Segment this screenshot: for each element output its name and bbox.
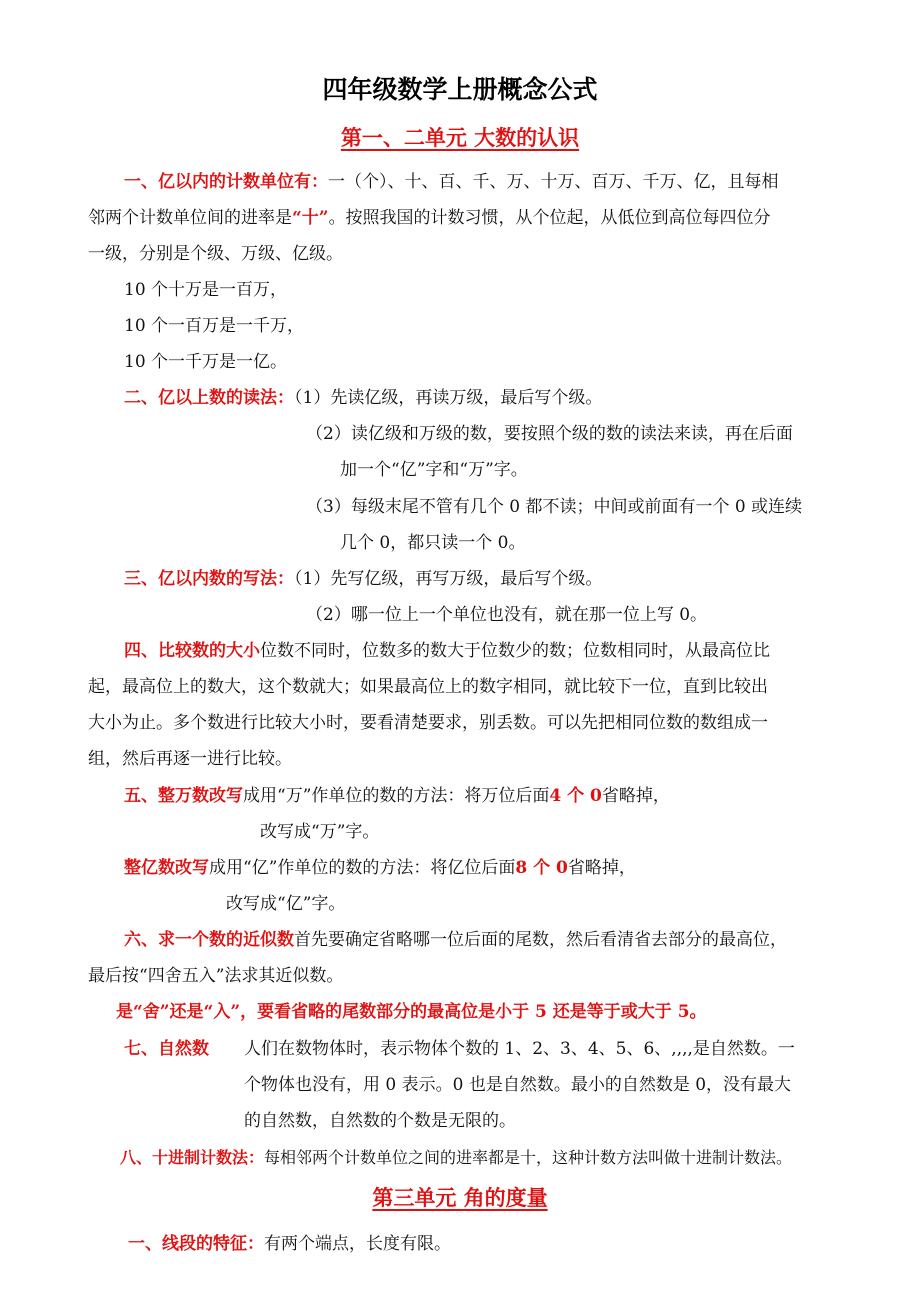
- section-2-line-1: [124, 388, 602, 408]
- section-8-text-1: 每相邻两个计数单位之间的进率都是十，这种计数方法叫做十进制计数法。: [264, 1148, 793, 1167]
- section-4-label: 四、比较数的大小: [124, 641, 260, 661]
- section-1-example-2: 10 个一百万是一千万，: [124, 316, 305, 336]
- section-7-label: 七、自然数: [124, 1039, 209, 1059]
- section-4-line-3: 大小为止。多个数进行比较大小时，要看清楚要求，别丢数。可以先把相同位数的数组成一: [88, 713, 768, 733]
- section-7-text-3: 的自然数，自然数的个数是无限的。: [244, 1111, 516, 1131]
- section-1-example-1: 10 个十万是一百万，: [124, 280, 288, 300]
- section-6-rounding-note: 是“舍”还是“入”，要看省略的尾数部分的最高位是小于 5 还是等于或大于 5。: [116, 1002, 707, 1022]
- section-3-line-1: [124, 569, 602, 589]
- section-1-line-1: [124, 172, 779, 192]
- section-5-text-1a: 成用“万”作单位的数的方法：将万位后面: [243, 786, 550, 806]
- section-6-label: 六、求一个数的近似数: [124, 930, 294, 950]
- section-4-line-4: 组，然后再逐一进行比较。: [88, 749, 292, 769]
- section-4-text-1: 位数不同时，位数多的数大于位数少的数；位数相同时，从最高位比: [260, 641, 770, 661]
- section-3-label: 三、亿以内数的写法：: [124, 569, 294, 589]
- section-5-label-2: 整亿数改写: [124, 858, 209, 878]
- section-1-text-2c: 。按照我国的计数习惯，从个位起，从低位到高位每四位分: [328, 208, 771, 228]
- section-5-eight-zeros: 8 个 0: [515, 858, 568, 878]
- section-4-line-2: 起，最高位上的数大，这个数就大；如果最高位上的数字相同，就比较下一位，直到比较出: [88, 677, 768, 697]
- unit-3-section-1-text: 有两个端点，长度有限。: [264, 1234, 451, 1254]
- section-7-line-1: [124, 1039, 209, 1059]
- section-5-line-4: 改写成“亿”字。: [226, 894, 346, 914]
- section-8-label: 八、十进制计数法：: [120, 1148, 265, 1167]
- unit-3-section-1-line-1: [128, 1234, 451, 1254]
- unit-3-heading: 第三单元 角的度量: [372, 1185, 548, 1210]
- section-1-text-1: 一（个）、十、百、千、万、十万、百万、千万、亿，且每相: [328, 172, 779, 192]
- section-1-base-ten: “十”: [292, 208, 329, 228]
- section-5-text-1c: 省略掉，: [601, 786, 670, 806]
- section-5-line-1: [124, 786, 670, 806]
- document-title: 四年级数学上册概念公式: [322, 75, 598, 104]
- section-2-label: 二、亿以上数的读法：: [124, 388, 294, 408]
- section-5-four-zeros: 4 个 0: [549, 786, 602, 806]
- section-1-line-2: [88, 208, 771, 228]
- section-8-line-1: [120, 1148, 792, 1168]
- section-1-text-2a: 邻两个计数单位间的进率是: [88, 208, 292, 228]
- section-3-rule-1: （1）先写亿级，再写万级，最后写个级。: [294, 569, 603, 589]
- section-5-line-2: 改写成“万”字。: [260, 822, 380, 842]
- section-1-line-3: 一级，分别是个级、万级、亿级。: [88, 244, 343, 264]
- unit-3-section-1-label: 一、线段的特征：: [128, 1234, 264, 1254]
- section-7-text-2: 个物体也没有，用 0 表示。0 也是自然数。最小的自然数是 0，没有最大: [244, 1075, 792, 1095]
- section-1-example-3: 10 个一千万是一亿。: [124, 352, 288, 372]
- section-6-text-1: 首先要确定省略哪一位后面的尾数，然后看清省去部分的最高位，: [294, 930, 787, 950]
- section-5-text-3a: 成用“亿”作单位的数的方法：将亿位后面: [209, 858, 516, 878]
- section-5-line-3: [124, 858, 636, 878]
- section-7-text-1: 人们在数物体时，表示物体个数的 1、2、3、4、5、6、,,,,是自然数。一: [244, 1039, 795, 1059]
- section-2-rule-1: （1）先读亿级，再读万级，最后写个级。: [294, 388, 603, 408]
- section-2-rule-3b: 几个 0，都只读一个 0。: [340, 533, 526, 553]
- section-5-text-3c: 省略掉，: [567, 858, 636, 878]
- section-2-rule-2b: 加一个“亿”字和“万”字。: [340, 460, 528, 480]
- section-6-line-2: 最后按“四舍五入”法求其近似数。: [88, 966, 344, 986]
- section-2-rule-3a: （3）每级末尾不管有几个 0 都不读；中间或前面有一个 0 或连续: [306, 497, 803, 517]
- section-2-rule-2a: （2）读亿级和万级的数，要按照个级的数的读法来读，再在后面: [306, 424, 793, 444]
- section-3-rule-2: （2）哪一位上一个单位也没有，就在那一位上写 0。: [306, 605, 708, 625]
- section-1-label: 一、亿以内的计数单位有：: [124, 172, 328, 192]
- section-6-line-1: [124, 930, 787, 950]
- unit-1-2-heading: 第一、二单元 大数的认识: [340, 125, 580, 150]
- section-5-label: 五、整万数改写: [124, 786, 243, 806]
- section-4-line-1: [124, 641, 770, 661]
